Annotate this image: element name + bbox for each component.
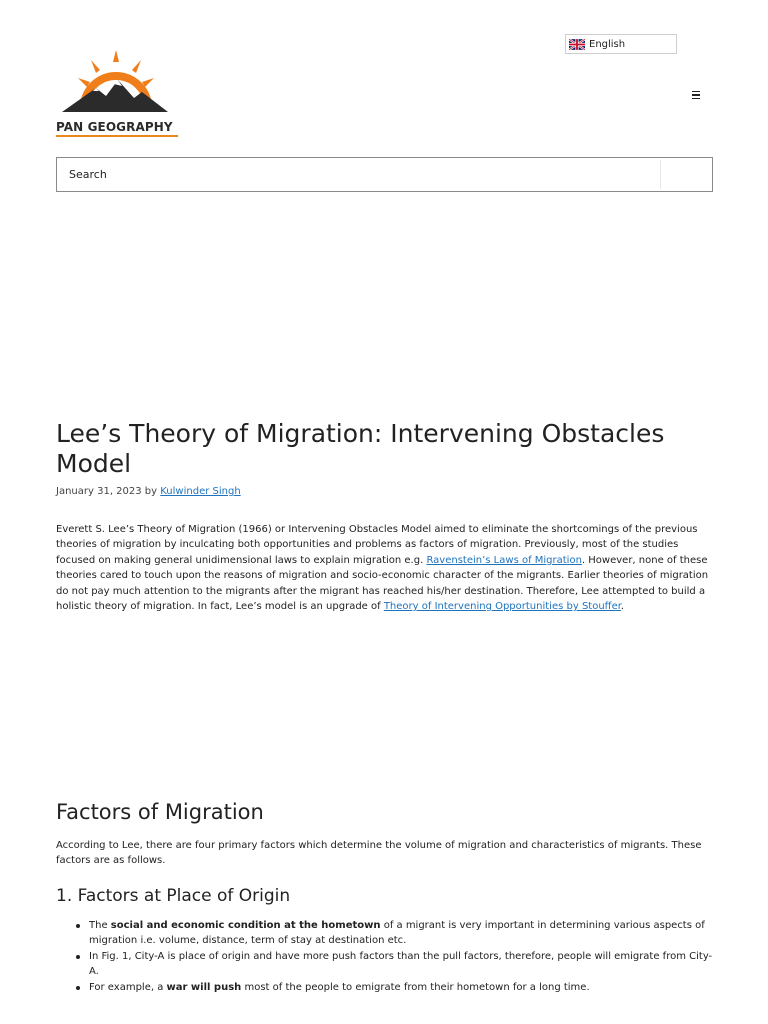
post-date: January 31, 2023 — [56, 486, 142, 497]
origin-heading: 1. Factors at Place of Origin — [56, 886, 291, 906]
search-form — [56, 157, 713, 192]
intro-text-1: Everett S. Lee’s Theory of Migration (1966) or Intervening Obstacles Model aimed to eliminate the shortcomings of the previous theories of migration by inculcating both opportunities and problems as factors of migration. Previously, most of the studies focused on making general unidimensional laws to explain migration e.g. — [56, 524, 698, 566]
list-item: The social and economic condition at the hometown of a migrant is very important in determining various aspects of migration i.e. volume, distance, term of stay at destination etc. — [56, 918, 716, 949]
language-label: English — [589, 38, 626, 50]
factors-heading: Factors of Migration — [56, 800, 264, 824]
intro-text-2: . However, none of these theories cared to touch upon the reasons of migration and socio-economic character of the migrants. Earlier theories of migration do not pay much attention to the migrants after the migrant has reached his/her destination. Therefore, Lee attempted to build a holistic theory of migration. In fact, Lee’s model is an upgrade of — [56, 554, 709, 613]
logo-text: PAN GEOGRAPHY — [56, 120, 173, 134]
intro-text-3: . — [620, 601, 625, 613]
language-selector[interactable] — [565, 34, 677, 54]
factors-intro: According to Lee, there are four primary factors which determine the volume of migration and characteristics of migrants. These factors are as follows. — [56, 840, 702, 867]
logo-underline — [56, 135, 178, 137]
hamburger-icon[interactable] — [688, 88, 704, 102]
list-item: In Fig. 1, City-A is place of origin and have more push factors than the pull factors, therefore, people will emigrate from City-A. — [56, 949, 716, 980]
ravenstein-link[interactable]: Ravenstein’s Laws of Migration — [426, 554, 582, 566]
origin-list — [56, 918, 716, 995]
uk-flag-icon — [569, 39, 585, 50]
site-logo[interactable] — [56, 50, 180, 140]
logo-emblem-icon — [56, 50, 180, 120]
article-meta — [56, 486, 241, 497]
intro-paragraph — [56, 522, 716, 614]
article-title: Lee’s Theory of Migration: Intervening Obstacles Model — [56, 419, 665, 478]
stouffer-link[interactable]: Theory of Intervening Opportunities by Stouffer — [383, 601, 621, 613]
list-item: For example, a war will push most of the people to emigrate from their hometown for a long time. — [56, 980, 716, 995]
by-label: by — [141, 486, 161, 497]
search-input[interactable] — [57, 158, 660, 191]
author-link[interactable]: Kulwinder Singh — [160, 486, 241, 497]
search-button[interactable] — [660, 160, 712, 189]
